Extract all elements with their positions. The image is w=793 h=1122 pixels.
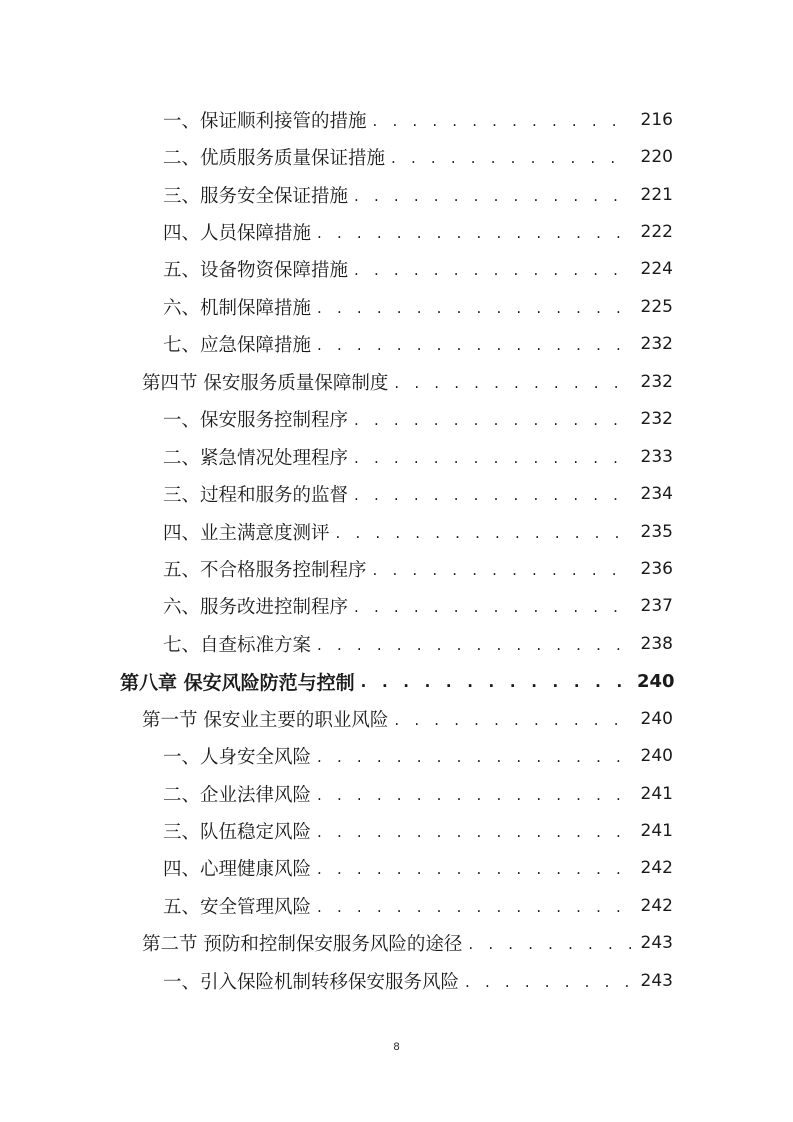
- toc-entry-title: 二、紧急情况处理程序: [163, 447, 349, 469]
- toc-entry-page: 216: [640, 109, 673, 130]
- toc-entry-page: 232: [640, 371, 673, 392]
- toc-subsection-entry[interactable]: [0, 737, 793, 774]
- toc-section-entry[interactable]: [0, 925, 793, 962]
- toc-entry-page: 240: [637, 670, 675, 692]
- toc-entry-title: 三、服务安全保证措施: [163, 185, 349, 207]
- toc-dot-leader: [317, 896, 631, 916]
- toc-subsection-entry[interactable]: [0, 101, 793, 138]
- toc-entry-title: 第八章 保安风险防范与控制: [120, 671, 355, 694]
- toc-dot-leader: [317, 821, 631, 841]
- toc-subsection-entry[interactable]: [0, 887, 793, 924]
- toc-entry-page: 234: [640, 484, 673, 505]
- toc-entry-page: 242: [640, 858, 673, 879]
- toc-dot-leader: [361, 671, 631, 691]
- page-number: 8: [393, 1041, 400, 1053]
- toc-entry-page: 241: [640, 821, 673, 842]
- toc-subsection-entry[interactable]: [0, 550, 793, 587]
- toc-entry-title: 三、队伍稳定风险: [163, 822, 312, 844]
- toc-subsection-entry[interactable]: [0, 625, 793, 662]
- toc-chapter-entry[interactable]: [0, 663, 793, 700]
- toc-entry-page: 240: [640, 746, 673, 767]
- toc-dot-leader: [354, 259, 631, 279]
- toc-dot-leader: [354, 596, 631, 616]
- toc-dot-leader: [394, 709, 631, 729]
- toc-dot-leader: [317, 222, 631, 242]
- toc-dot-leader: [373, 559, 631, 579]
- toc-dot-leader: [354, 484, 631, 504]
- toc-entry-title: 二、优质服务质量保证措施: [163, 148, 386, 170]
- toc-entry-title: 第一节 保安业主要的职业风险: [142, 709, 389, 731]
- toc-subsection-entry[interactable]: [0, 812, 793, 849]
- toc-entry-title: 五、不合格服务控制程序: [163, 559, 367, 581]
- toc-entry-title: 三、过程和服务的监督: [163, 485, 349, 507]
- toc-entry-title: 七、应急保障措施: [163, 335, 312, 357]
- toc-entry-title: 七、自查标准方案: [163, 634, 312, 656]
- toc-subsection-entry[interactable]: [0, 326, 793, 363]
- toc-entry-title: 第二节 预防和控制保安服务风险的途径: [142, 934, 463, 956]
- toc-subsection-entry[interactable]: [0, 176, 793, 213]
- toc-dot-leader: [394, 372, 631, 392]
- toc-subsection-entry[interactable]: [0, 401, 793, 438]
- toc-entry-title: 四、心理健康风险: [163, 859, 312, 881]
- toc-dot-leader: [391, 147, 631, 167]
- toc-dot-leader: [317, 334, 631, 354]
- toc-section-entry[interactable]: [0, 363, 793, 400]
- toc-subsection-entry[interactable]: [0, 475, 793, 512]
- toc-entry-title: 一、引入保险机制转移保安服务风险: [163, 971, 460, 993]
- toc-entry-page: 225: [640, 296, 673, 317]
- toc-entry-title: 五、设备物资保障措施: [163, 260, 349, 282]
- toc-entry-page: 236: [640, 558, 673, 579]
- toc-dot-leader: [354, 185, 631, 205]
- toc-dot-leader: [465, 971, 631, 991]
- toc-dot-leader: [317, 784, 631, 804]
- toc-entry-page: 235: [640, 521, 673, 542]
- toc-entry-page: 237: [640, 596, 673, 617]
- toc-entry-title: 第四节 保安服务质量保障制度: [142, 372, 389, 394]
- toc-entry-title: 六、机制保障措施: [163, 297, 312, 319]
- toc-subsection-entry[interactable]: [0, 962, 793, 999]
- toc-entry-page: 222: [640, 222, 673, 243]
- toc-dot-leader: [336, 522, 631, 542]
- toc-entry-title: 六、服务改进控制程序: [163, 597, 349, 619]
- toc-subsection-entry[interactable]: [0, 288, 793, 325]
- toc-entry-page: 240: [640, 708, 673, 729]
- toc-entry-page: 243: [640, 970, 673, 991]
- toc-subsection-entry[interactable]: [0, 513, 793, 550]
- toc-entry-page: 221: [640, 184, 673, 205]
- toc-entry-page: 242: [640, 895, 673, 916]
- toc-entry-page: 233: [640, 446, 673, 467]
- toc-entry-title: 一、保安服务控制程序: [163, 410, 349, 432]
- toc-dot-leader: [317, 297, 631, 317]
- toc-entry-page: 241: [640, 783, 673, 804]
- toc-dot-leader: [354, 409, 631, 429]
- toc-entry-title: 四、人员保障措施: [163, 223, 312, 245]
- toc-entry-title: 二、企业法律风险: [163, 784, 312, 806]
- toc-subsection-entry[interactable]: [0, 251, 793, 288]
- toc-dot-leader: [317, 634, 631, 654]
- toc-entry-title: 一、保证顺利接管的措施: [163, 110, 367, 132]
- toc-entry-title: 一、人身安全风险: [163, 747, 312, 769]
- toc-subsection-entry[interactable]: [0, 213, 793, 250]
- toc-entry-page: 224: [640, 259, 673, 280]
- toc-subsection-entry[interactable]: [0, 138, 793, 175]
- toc-entry-page: 238: [640, 633, 673, 654]
- toc-entry-title: 五、安全管理风险: [163, 896, 312, 918]
- toc-dot-leader: [373, 110, 631, 130]
- toc-subsection-entry[interactable]: [0, 775, 793, 812]
- toc-entry-title: 四、业主满意度测评: [163, 522, 330, 544]
- table-of-contents: [0, 101, 793, 1000]
- toc-entry-page: 232: [640, 409, 673, 430]
- toc-section-entry[interactable]: [0, 700, 793, 737]
- toc-dot-leader: [317, 746, 631, 766]
- toc-dot-leader: [354, 447, 631, 467]
- toc-subsection-entry[interactable]: [0, 438, 793, 475]
- toc-entry-page: 232: [640, 334, 673, 355]
- toc-entry-page: 243: [640, 933, 673, 954]
- toc-dot-leader: [317, 858, 631, 878]
- toc-entry-page: 220: [640, 147, 673, 168]
- toc-dot-leader: [468, 933, 631, 953]
- toc-subsection-entry[interactable]: [0, 588, 793, 625]
- toc-subsection-entry[interactable]: [0, 850, 793, 887]
